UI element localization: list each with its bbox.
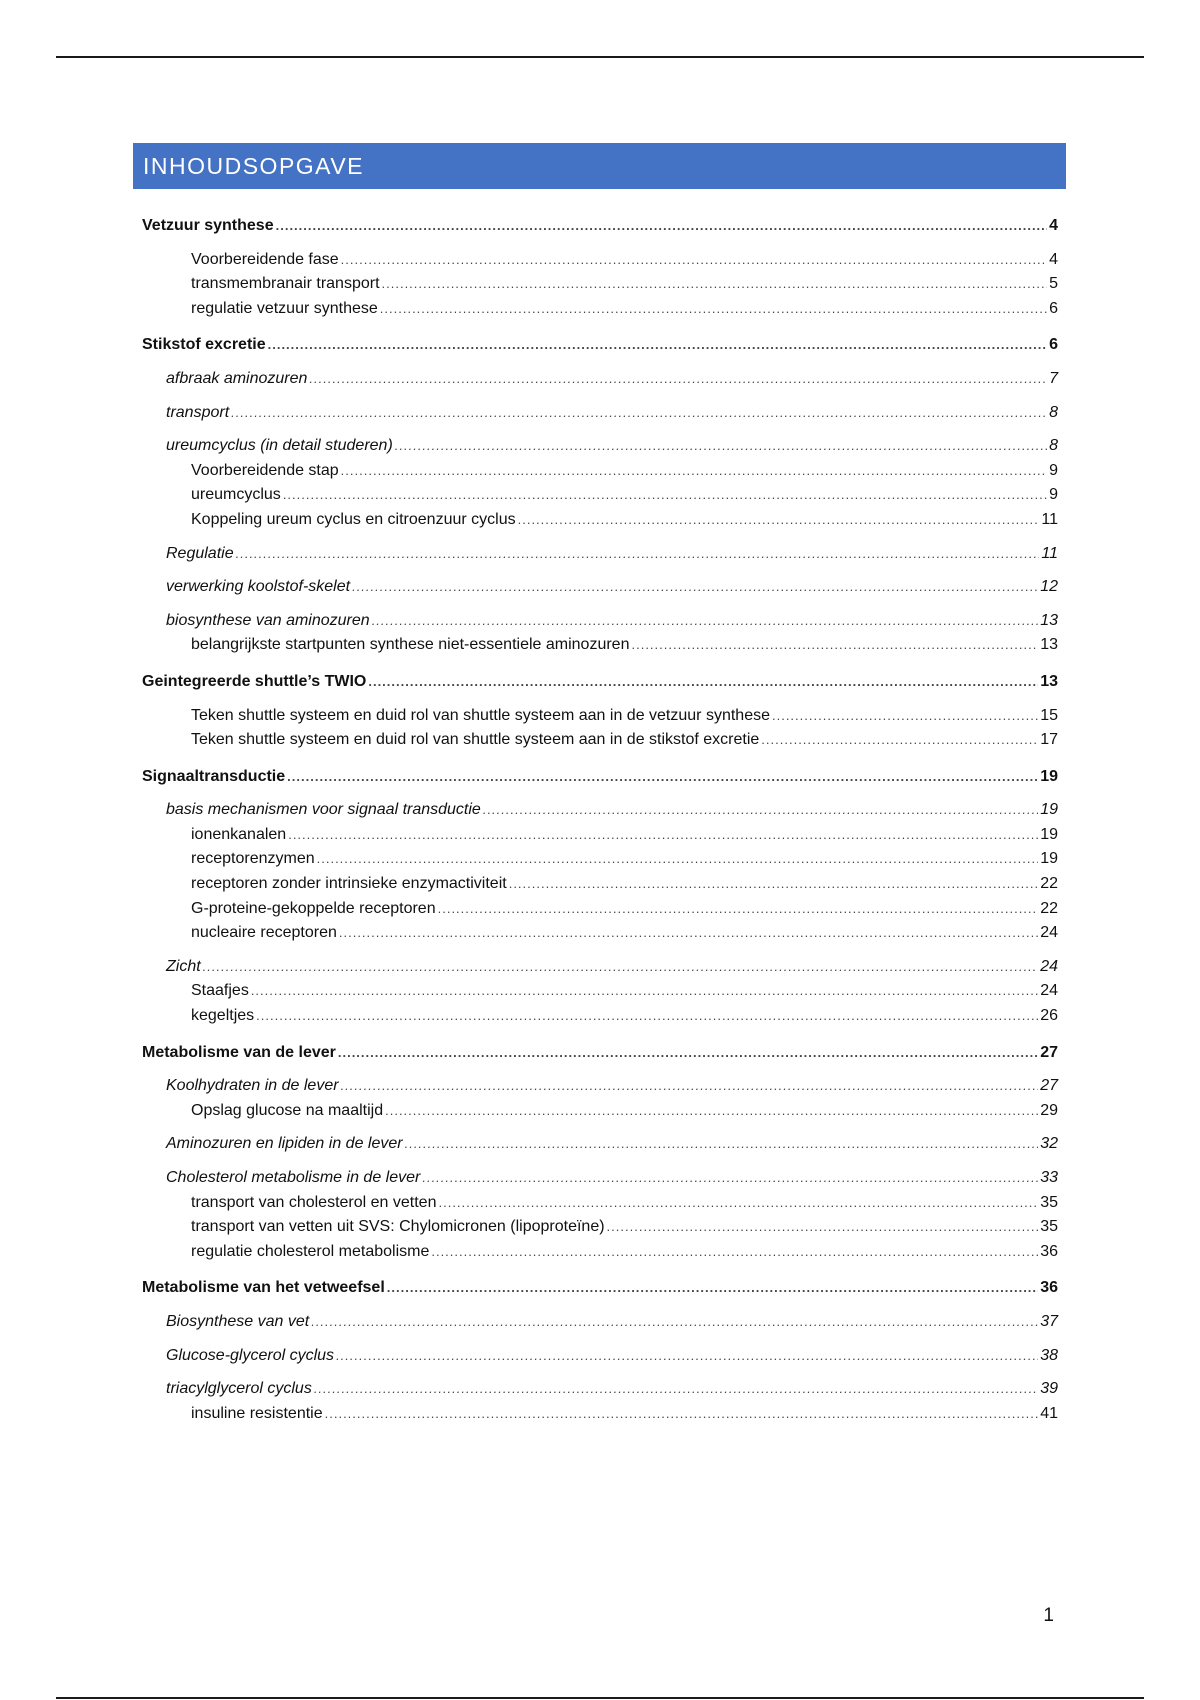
- toc-entry-title: Koppeling ureum cyclus en citroenzuur cyclus: [191, 510, 516, 528]
- toc-entry-page: 35: [1040, 1218, 1058, 1236]
- dot-leader: [339, 921, 1038, 946]
- dot-leader: [372, 609, 1039, 634]
- toc-entry-page: 24: [1040, 957, 1058, 975]
- dot-leader: [387, 1276, 1038, 1301]
- dot-leader: [283, 483, 1047, 508]
- toc-entry-page: 13: [1040, 672, 1058, 690]
- dot-leader: [231, 401, 1047, 426]
- dot-leader: [203, 955, 1039, 980]
- dot-leader: [341, 459, 1047, 484]
- toc-entry-title: belangrijkste startpunten synthese niet-essentiele aminozuren: [191, 636, 630, 654]
- toc-entry-title: Biosynthese van vet: [166, 1312, 310, 1330]
- toc-entry-title: Signaaltransductie: [142, 767, 286, 785]
- dot-leader: [311, 1310, 1038, 1335]
- toc-entry[interactable]: [142, 847, 1058, 872]
- toc-entry-page: 39: [1040, 1380, 1058, 1398]
- toc-entry[interactable]: [142, 728, 1058, 753]
- toc-entry-page: 35: [1040, 1193, 1058, 1211]
- toc-entry-page: 19: [1040, 850, 1058, 868]
- toc-entry-page: 9: [1049, 461, 1058, 479]
- table-of-contents: [142, 214, 1058, 1426]
- toc-entry-page: 11: [1041, 544, 1058, 562]
- toc-entry-title: transport: [166, 403, 230, 421]
- dot-leader: [336, 1344, 1038, 1369]
- toc-entry[interactable]: [142, 542, 1058, 567]
- toc-entry[interactable]: [142, 1132, 1058, 1157]
- toc-entry-page: 41: [1040, 1404, 1058, 1422]
- toc-entry-page: 24: [1040, 982, 1058, 1000]
- toc-entry[interactable]: [142, 823, 1058, 848]
- toc-entry[interactable]: [142, 1215, 1058, 1240]
- toc-entry-page: 12: [1040, 578, 1058, 596]
- toc-entry-title: Teken shuttle systeem en duid rol van shuttle systeem aan in de vetzuur synthese: [191, 706, 770, 724]
- toc-entry-page: 29: [1040, 1101, 1058, 1119]
- toc-entry-page: 22: [1040, 899, 1058, 917]
- toc-entry-page: 13: [1040, 611, 1058, 629]
- dot-leader: [631, 633, 1038, 658]
- toc-entry-title: basis mechanismen voor signaal transductie: [166, 801, 481, 819]
- toc-entry[interactable]: [142, 367, 1058, 392]
- toc-entry[interactable]: [142, 1377, 1058, 1402]
- header-rule: [56, 56, 1144, 58]
- toc-entry[interactable]: [142, 670, 1058, 695]
- toc-entry-title: verwerking koolstof-skelet: [166, 578, 351, 596]
- page-number: 1: [1043, 1605, 1054, 1626]
- dot-leader: [268, 333, 1047, 358]
- toc-entry-title: insuline resistentie: [191, 1404, 323, 1422]
- toc-entry[interactable]: [142, 921, 1058, 946]
- toc-entry-page: 5: [1049, 275, 1058, 293]
- toc-entry[interactable]: [142, 872, 1058, 897]
- toc-entry[interactable]: [142, 609, 1058, 634]
- toc-entry-title: Koolhydraten in de lever: [166, 1077, 339, 1095]
- toc-entry-page: 36: [1040, 1242, 1058, 1260]
- dot-leader: [395, 434, 1047, 459]
- toc-entry[interactable]: [142, 1166, 1058, 1191]
- toc-entry-title: ionenkanalen: [191, 825, 287, 843]
- toc-entry-title: biosynthese van aminozuren: [166, 611, 370, 629]
- toc-entry[interactable]: [142, 508, 1058, 533]
- toc-entry[interactable]: [142, 1191, 1058, 1216]
- toc-entry-title: Geintegreerde shuttle’s TWIO: [142, 672, 367, 690]
- toc-entry-page: 27: [1040, 1077, 1058, 1095]
- toc-entry-title: Glucose-glycerol cyclus: [166, 1346, 335, 1364]
- toc-entry[interactable]: [142, 633, 1058, 658]
- dot-leader: [256, 1004, 1038, 1029]
- dot-leader: [382, 272, 1048, 297]
- dot-leader: [338, 1041, 1038, 1066]
- dot-leader: [368, 670, 1038, 695]
- toc-entry-title: Metabolisme van de lever: [142, 1043, 336, 1061]
- dot-leader: [422, 1166, 1038, 1191]
- toc-entry-title: afbraak aminozuren: [166, 369, 308, 387]
- toc-entry[interactable]: [142, 1041, 1058, 1066]
- toc-entry-title: ureumcyclus (in detail studeren): [166, 437, 393, 455]
- toc-entry-page: 24: [1040, 924, 1058, 942]
- toc-entry[interactable]: [142, 297, 1058, 322]
- toc-entry-title: nucleaire receptoren: [191, 924, 337, 942]
- dot-leader: [236, 542, 1040, 567]
- toc-entry[interactable]: [142, 1099, 1058, 1124]
- toc-entry-page: 8: [1049, 437, 1058, 455]
- dot-leader: [380, 297, 1047, 322]
- toc-entry[interactable]: [142, 1402, 1058, 1427]
- dot-leader: [288, 823, 1038, 848]
- toc-entry-title: triacylglycerol cyclus: [166, 1380, 312, 1398]
- dot-leader: [309, 367, 1047, 392]
- toc-entry-page: 11: [1041, 510, 1058, 528]
- toc-entry-page: 4: [1049, 217, 1058, 234]
- toc-entry-page: 32: [1040, 1135, 1058, 1153]
- toc-entry-title: Metabolisme van het vetweefsel: [142, 1279, 385, 1297]
- toc-entry[interactable]: [142, 955, 1058, 980]
- dot-leader: [438, 1191, 1038, 1216]
- dot-leader: [761, 728, 1038, 753]
- toc-entry-page: 7: [1049, 369, 1058, 387]
- toc-entry[interactable]: [142, 1240, 1058, 1265]
- toc-entry-page: 15: [1040, 706, 1058, 724]
- toc-entry[interactable]: [142, 401, 1058, 426]
- toc-entry-page: 38: [1040, 1346, 1058, 1364]
- toc-entry-title: regulatie vetzuur synthese: [191, 299, 378, 317]
- toc-entry-title: Voorbereidende stap: [191, 461, 339, 479]
- toc-entry-title: Zicht: [166, 957, 201, 975]
- toc-entry-page: 19: [1040, 825, 1058, 843]
- toc-entry-title: receptoren zonder intrinsieke enzymactiviteit: [191, 875, 507, 893]
- toc-entry-page: 37: [1040, 1312, 1058, 1330]
- toc-entry-title: Vetzuur synthese: [142, 217, 274, 234]
- dot-leader: [405, 1132, 1039, 1157]
- toc-heading-text: INHOUDSOPGAVE: [143, 152, 364, 179]
- toc-entry-title: Cholesterol metabolisme in de lever: [166, 1169, 421, 1186]
- toc-entry-title: receptorenzymen: [191, 850, 315, 868]
- toc-entry-page: 13: [1040, 636, 1058, 654]
- toc-entry[interactable]: [142, 248, 1058, 273]
- dot-leader: [385, 1099, 1038, 1124]
- toc-entry[interactable]: [142, 483, 1058, 508]
- toc-entry-page: 17: [1040, 731, 1058, 749]
- toc-entry-page: 19: [1040, 801, 1058, 819]
- toc-entry[interactable]: [142, 459, 1058, 484]
- dot-leader: [317, 847, 1039, 872]
- toc-entry-title: Aminozuren en lipiden in de lever: [166, 1135, 403, 1153]
- toc-entry-title: G-proteine-gekoppelde receptoren: [191, 899, 436, 917]
- dot-leader: [607, 1215, 1039, 1240]
- toc-entry-title: Opslag glucose na maaltijd: [191, 1101, 384, 1119]
- toc-entry-page: 6: [1049, 336, 1058, 354]
- dot-leader: [352, 575, 1038, 600]
- toc-entry[interactable]: [142, 897, 1058, 922]
- dot-leader: [341, 248, 1047, 273]
- toc-entry[interactable]: [142, 214, 1058, 239]
- toc-entry-page: 19: [1040, 767, 1058, 785]
- toc-heading: [133, 143, 1066, 189]
- toc-entry[interactable]: [142, 1004, 1058, 1029]
- toc-entry[interactable]: [142, 765, 1058, 790]
- toc-entry-title: kegeltjes: [191, 1007, 255, 1025]
- toc-entry-page: 4: [1049, 250, 1058, 268]
- toc-entry-page: 6: [1049, 299, 1058, 317]
- toc-entry[interactable]: [142, 1344, 1058, 1369]
- toc-entry-title: Regulatie: [166, 544, 234, 562]
- toc-entry-page: 26: [1040, 1007, 1058, 1025]
- toc-entry[interactable]: [142, 434, 1058, 459]
- toc-entry[interactable]: [142, 333, 1058, 358]
- toc-entry[interactable]: [142, 798, 1058, 823]
- toc-entry[interactable]: [142, 1276, 1058, 1301]
- toc-entry-title: transmembranair transport: [191, 275, 380, 293]
- toc-entry-page: 9: [1049, 486, 1058, 504]
- toc-entry-title: transport van cholesterol en vetten: [191, 1193, 437, 1211]
- toc-entry-title: Teken shuttle systeem en duid rol van shuttle systeem aan in de stikstof excretie: [191, 731, 760, 749]
- toc-entry-title: transport van vetten uit SVS: Chylomicronen (lipoproteïne): [191, 1218, 605, 1236]
- dot-leader: [772, 704, 1038, 729]
- toc-entry-page: 36: [1040, 1279, 1058, 1297]
- toc-entry-title: Stikstof excretie: [142, 336, 266, 354]
- toc-entry[interactable]: [142, 272, 1058, 297]
- toc-entry-title: ureumcyclus: [191, 486, 281, 504]
- toc-entry[interactable]: [142, 575, 1058, 600]
- footer-rule: [56, 1697, 1144, 1699]
- dot-leader: [325, 1402, 1039, 1427]
- toc-entry-page: 22: [1040, 875, 1058, 893]
- dot-leader: [251, 979, 1038, 1004]
- toc-entry-title: Staafjes: [191, 982, 249, 1000]
- dot-leader: [431, 1240, 1038, 1265]
- toc-entry-page: 8: [1049, 403, 1058, 421]
- toc-entry[interactable]: [142, 704, 1058, 729]
- toc-entry-page: 27: [1040, 1043, 1058, 1061]
- toc-entry-page: 33: [1040, 1169, 1058, 1186]
- toc-entry-title: regulatie cholesterol metabolisme: [191, 1242, 430, 1260]
- dot-leader: [276, 214, 1047, 239]
- dot-leader: [518, 508, 1040, 533]
- dot-leader: [314, 1377, 1038, 1402]
- toc-entry[interactable]: [142, 1310, 1058, 1335]
- toc-entry[interactable]: [142, 979, 1058, 1004]
- dot-leader: [509, 872, 1039, 897]
- dot-leader: [341, 1074, 1039, 1099]
- toc-entry-title: Voorbereidende fase: [191, 250, 339, 268]
- dot-leader: [483, 798, 1038, 823]
- toc-entry[interactable]: [142, 1074, 1058, 1099]
- dot-leader: [438, 897, 1039, 922]
- dot-leader: [287, 765, 1038, 790]
